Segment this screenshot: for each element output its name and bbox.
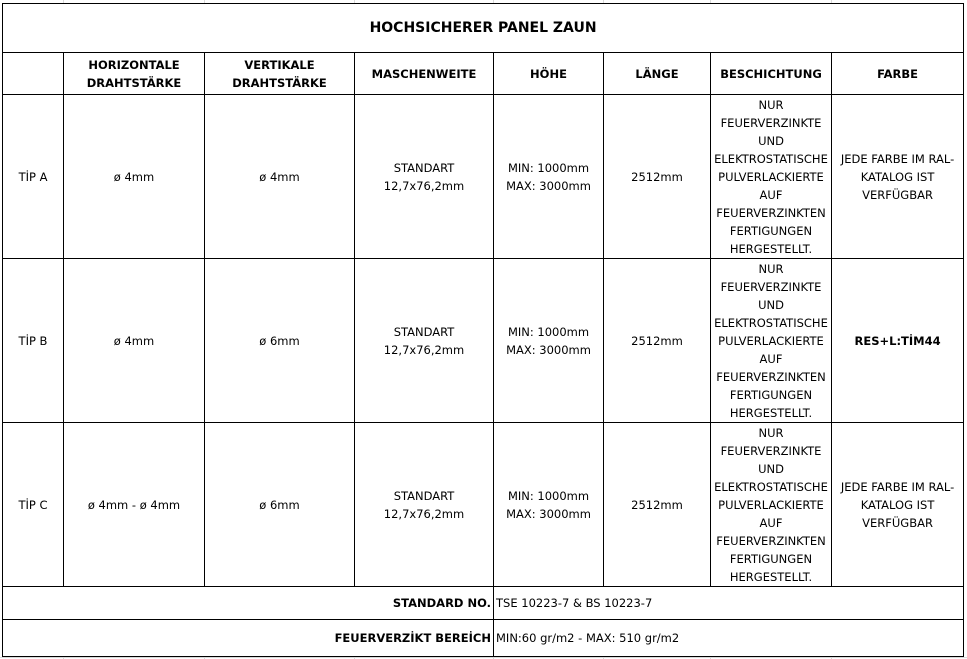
vertical-wire-cell: ø 6mm bbox=[205, 423, 355, 587]
header-horizontal-wire bbox=[64, 53, 205, 95]
coating-cell-line: FERTIGUNGEN bbox=[729, 551, 813, 566]
coating-cell-line: FEUERVERZINKTE bbox=[720, 443, 822, 458]
color-cell-line: KATALOG IST bbox=[860, 169, 935, 184]
coating-cell-line: AUF bbox=[759, 351, 783, 366]
footer-label: FEUERVERZİKT BEREİCH bbox=[3, 620, 494, 657]
horizontal-wire-cell: ø 4mm bbox=[64, 259, 205, 423]
coating-cell bbox=[711, 423, 832, 587]
height-cell-line: MAX: 3000mm bbox=[506, 178, 591, 193]
mesh-cell bbox=[355, 259, 494, 423]
length-cell: 2512mm bbox=[604, 95, 711, 259]
coating-cell-line: PULVERLACKIERTE bbox=[718, 169, 824, 184]
vertical-wire-cell: ø 4mm bbox=[205, 95, 355, 259]
coating-cell-line: HERGESTELLT. bbox=[729, 569, 813, 584]
coating-cell-line: UND bbox=[758, 461, 784, 476]
coating-cell-line: NUR bbox=[758, 261, 784, 276]
coating-cell-line: FEUERVERZINKTEN bbox=[716, 205, 826, 220]
type-cell: TİP A bbox=[3, 95, 64, 259]
coating-cell-line: UND bbox=[758, 133, 784, 148]
table-row bbox=[3, 423, 964, 587]
height-cell bbox=[494, 259, 604, 423]
coating-cell-line: UND bbox=[758, 297, 784, 312]
header-length: LÄNGE bbox=[604, 53, 711, 95]
coating-cell bbox=[711, 259, 832, 423]
table-row bbox=[3, 259, 964, 423]
height-cell-line: MIN: 1000mm bbox=[507, 488, 590, 503]
height-cell-line: MIN: 1000mm bbox=[507, 160, 590, 175]
header-mesh: MASCHENWEITE bbox=[355, 53, 494, 95]
coating-cell-line: FEUERVERZINKTEN bbox=[716, 533, 826, 548]
mesh-cell-line: 12,7x76,2mm bbox=[383, 506, 465, 521]
mesh-cell-line: STANDART bbox=[393, 324, 455, 339]
panel-fence-spec-table bbox=[2, 3, 964, 657]
mesh-cell bbox=[355, 95, 494, 259]
coating-cell-line: FEUERVERZINKTEN bbox=[716, 369, 826, 384]
coating-cell-line: AUF bbox=[759, 515, 783, 530]
height-cell bbox=[494, 95, 604, 259]
height-cell-line: MAX: 3000mm bbox=[506, 342, 591, 357]
height-cell bbox=[494, 423, 604, 587]
coating-cell-line: FERTIGUNGEN bbox=[729, 223, 813, 238]
coating-cell bbox=[711, 95, 832, 259]
table-row bbox=[3, 95, 964, 259]
coating-cell-line: HERGESTELLT. bbox=[729, 241, 813, 256]
coating-cell-line: NUR bbox=[758, 425, 784, 440]
header-row bbox=[3, 53, 964, 95]
grid-line bbox=[0, 657, 967, 658]
length-cell: 2512mm bbox=[604, 423, 711, 587]
color-cell-line: RES+L:TİM44 bbox=[854, 333, 941, 348]
header-height: HÖHE bbox=[494, 53, 604, 95]
mesh-cell-line: STANDART bbox=[393, 488, 455, 503]
footer-value: MIN:60 gr/m2 - MAX: 510 gr/m2 bbox=[494, 620, 964, 657]
color-cell-line: VERFÜGBAR bbox=[862, 515, 933, 530]
horizontal-wire-cell: ø 4mm bbox=[64, 95, 205, 259]
height-cell-line: MAX: 3000mm bbox=[506, 506, 591, 521]
color-cell-line: JEDE FARBE IM RAL- bbox=[840, 479, 955, 494]
mesh-cell-line: 12,7x76,2mm bbox=[383, 342, 465, 357]
coating-cell-line: ELEKTROSTATISCHE bbox=[714, 315, 828, 330]
color-cell-line: JEDE FARBE IM RAL- bbox=[840, 151, 955, 166]
vertical-wire-cell: ø 6mm bbox=[205, 259, 355, 423]
color-cell-line: VERFÜGBAR bbox=[862, 187, 933, 202]
table-title: HOCHSICHERER PANEL ZAUN bbox=[3, 4, 964, 53]
height-cell-line: MIN: 1000mm bbox=[507, 324, 590, 339]
color-cell bbox=[832, 95, 964, 259]
color-cell-line: KATALOG IST bbox=[860, 497, 935, 512]
color-cell bbox=[832, 423, 964, 587]
coating-cell-line: AUF bbox=[759, 187, 783, 202]
footer-row bbox=[3, 620, 964, 657]
footer-value: TSE 10223-7 & BS 10223-7 bbox=[494, 587, 964, 620]
footer-label: STANDARD NO. bbox=[3, 587, 494, 620]
coating-cell-line: FEUERVERZINKTE bbox=[720, 115, 822, 130]
coating-cell-line: PULVERLACKIERTE bbox=[718, 333, 824, 348]
mesh-cell-line: 12,7x76,2mm bbox=[383, 178, 465, 193]
header-vertical-wire-line: DRAHTSTÄRKE bbox=[232, 75, 327, 90]
coating-cell-line: NUR bbox=[758, 97, 784, 112]
type-cell: TİP C bbox=[3, 423, 64, 587]
type-cell: TİP B bbox=[3, 259, 64, 423]
title-row bbox=[3, 4, 964, 53]
header-horizontal-wire-line: DRAHTSTÄRKE bbox=[86, 75, 182, 90]
length-cell: 2512mm bbox=[604, 259, 711, 423]
horizontal-wire-cell: ø 4mm - ø 4mm bbox=[64, 423, 205, 587]
header-vertical-wire bbox=[205, 53, 355, 95]
header-color: FARBE bbox=[832, 53, 964, 95]
mesh-cell-line: STANDART bbox=[393, 160, 455, 175]
header-vertical-wire-line: VERTIKALE bbox=[244, 57, 315, 72]
header-coating: BESCHICHTUNG bbox=[711, 53, 832, 95]
mesh-cell bbox=[355, 423, 494, 587]
coating-cell-line: ELEKTROSTATISCHE bbox=[714, 151, 828, 166]
coating-cell-line: HERGESTELLT. bbox=[729, 405, 813, 420]
header-type bbox=[3, 53, 64, 95]
coating-cell-line: FEUERVERZINKTE bbox=[720, 279, 822, 294]
coating-cell-line: PULVERLACKIERTE bbox=[718, 497, 824, 512]
coating-cell-line: ELEKTROSTATISCHE bbox=[714, 479, 828, 494]
coating-cell-line: FERTIGUNGEN bbox=[729, 387, 813, 402]
footer-row bbox=[3, 587, 964, 620]
header-horizontal-wire-line: HORIZONTALE bbox=[88, 57, 180, 72]
color-cell bbox=[832, 259, 964, 423]
